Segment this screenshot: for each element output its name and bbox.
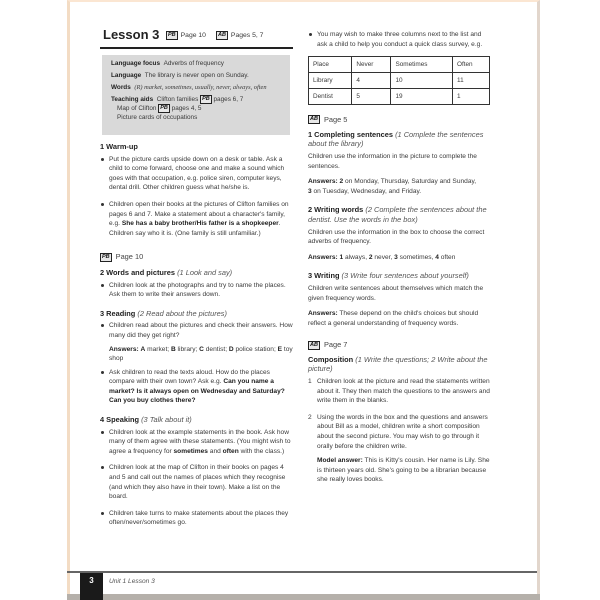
pupils-book-icon: PB <box>202 96 210 102</box>
table-cell: 19 <box>391 89 453 105</box>
table-row <box>309 73 490 89</box>
table-cell: Library <box>309 73 352 89</box>
section-heading: Composition (1 Write the questions; 2 Write about the picture) <box>308 354 488 374</box>
value: Map of Clifton <box>117 105 157 113</box>
title-rule <box>100 47 293 49</box>
body-text: Children use the information in the picture to complete the sentences. <box>308 152 477 170</box>
label: Words <box>111 84 131 91</box>
list-item: Children take turns to make statements about the places they often/never/sometimes go. <box>100 509 294 528</box>
list-item: Children look at the map of Clifton in their books on pages 4 and 5 and call out the names of places which they recognise (and which they also have in their town). Make a list on the board. <box>100 463 294 501</box>
list-item: 1 Children look at the picture and read the statements written about it. They then match the questions to the answers and write them in the blanks. <box>308 378 490 405</box>
value: Adverbs of frequency <box>163 60 224 67</box>
page-edge <box>67 594 540 600</box>
label: Teaching aids <box>111 96 154 104</box>
answers: Answers: 2 on Monday, Thursday, Saturday and Sunday, 3 on Tuesday, Wednesday, and Friday. <box>308 178 477 195</box>
lesson-summary-box <box>102 55 290 135</box>
answers: Answers: 1 always, 2 never, 3 sometimes, 4 often <box>308 253 456 261</box>
activity-book-icon: AB <box>217 32 226 38</box>
page-label: Page 5 <box>323 115 348 125</box>
value: Picture cards of occupations <box>117 114 198 122</box>
page-ref <box>100 252 294 262</box>
value: pages 4, 5 <box>171 105 202 113</box>
label: Language focus <box>111 60 161 67</box>
table-cell: Sometimes <box>391 57 453 73</box>
pupils-book-icon: PB <box>168 32 176 38</box>
table-row <box>309 57 490 73</box>
page-number: 3 <box>80 573 103 600</box>
section-heading: 4 Speaking (3 Talk about it) <box>100 415 192 425</box>
survey-table <box>308 56 490 105</box>
right-column <box>308 30 492 492</box>
activity-book-icon: AB <box>310 341 318 348</box>
list-item: You may wish to make three columns next to the list and ask a child to help you conduct a quick class survey, e.g. <box>308 30 492 49</box>
left-column <box>100 142 294 535</box>
activity-book-icon: AB <box>310 116 318 123</box>
table-cell: Never <box>352 57 391 73</box>
page-label: Page 10 <box>115 252 144 262</box>
section-heading: 1 Completing sentences (1 Complete the sentences about the library) <box>308 129 484 149</box>
list-item: 2 Using the words in the box and the questions and answers about Bill as a model, children write a short composition about the second picture. You may wish to go through it orally before the children write. Model answer: This is Kitty's cousin. Her name is Lily. She is thirteen years old. She's going to be a librarian because she really loves books. <box>308 413 490 484</box>
page-label: Page 7 <box>323 340 348 350</box>
table-cell: 11 <box>452 73 489 89</box>
page-ref <box>308 115 492 125</box>
table-cell: Place <box>309 57 352 73</box>
list-item: Ask children to read the texts aloud. How do the places compare with their own town? Ask e.g. Can you name a market? Is it always open on Wednesday and Saturday? Can you buy clothes there? <box>100 368 294 406</box>
list-item: Children open their books at the pictures of Clifton families on pages 6 and 7. Make a statement about a character's family, e.g. She has a baby brother/His father is a shopkeeper. Children say who it is. (One family is still unfamiliar.) <box>100 200 294 238</box>
label: Language <box>111 72 142 79</box>
table-cell: Often <box>452 57 489 73</box>
table-cell: 10 <box>391 73 453 89</box>
table-cell: 4 <box>352 73 391 89</box>
table-row <box>309 89 490 105</box>
section-heading: 3 Writing (3 Write four sentences about yourself) <box>308 271 469 281</box>
section-heading: 3 Reading (2 Read about the pictures) <box>100 308 227 318</box>
value: Clifton families <box>156 96 199 104</box>
value: (R) market, sometimes, usually, never, always, often <box>134 84 267 91</box>
ab-page-ref: Pages 5, 7 <box>230 32 264 39</box>
section-heading: 2 Words and pictures (1 Look and say) <box>100 267 233 277</box>
value: The library is never open on Sunday. <box>144 72 249 79</box>
pupils-book-icon: PB <box>102 253 110 260</box>
answers: Answers: These depend on the child's choices but should reflect a general understanding of frequency words. <box>308 310 479 327</box>
table-cell: 1 <box>452 89 489 105</box>
list-item: Put the picture cards upside down on a desk or table. Ask a child to come forward, choose one and make a sound which goes with that occupation, e.g. police siren, computer keys, dental drill. Other children guess what he/she is. <box>100 155 294 193</box>
page-ref <box>308 340 492 350</box>
body-text: Children write sentences about themselves which match the given frequency words. <box>308 284 484 302</box>
table-cell: 5 <box>352 89 391 105</box>
footer-rule <box>67 571 537 573</box>
pb-page-ref: Page 10 <box>180 32 206 39</box>
table-cell: Dentist <box>309 89 352 105</box>
section-heading: 1 Warm-up <box>100 142 138 151</box>
list-item: Children read about the pictures and check their answers. How many did they get right? Answers: A market; B library; C dentist; D police station; E toy shop <box>100 321 294 363</box>
lesson-refs <box>166 31 263 40</box>
value: pages 6, 7 <box>213 96 244 104</box>
pupils-book-icon: PB <box>160 105 168 112</box>
list-item: Children look at the photographs and try to name the places. Ask them to write their answers down. <box>100 281 294 300</box>
lesson-title: Lesson 3 <box>103 27 160 42</box>
body-text: Children use the information in the box to choose the correct adverbs of frequency. <box>308 228 485 246</box>
list-item: Children look at the example statements in the book. Ask how many of them agree with these statements. (You might wish to agree a frequency for sometimes and often with the class.) <box>100 428 294 457</box>
footer-text: Unit 1 Lesson 3 <box>109 578 155 585</box>
section-heading: 2 Writing words (2 Complete the sentences about the dentist. Use the words in the box) <box>308 205 487 224</box>
